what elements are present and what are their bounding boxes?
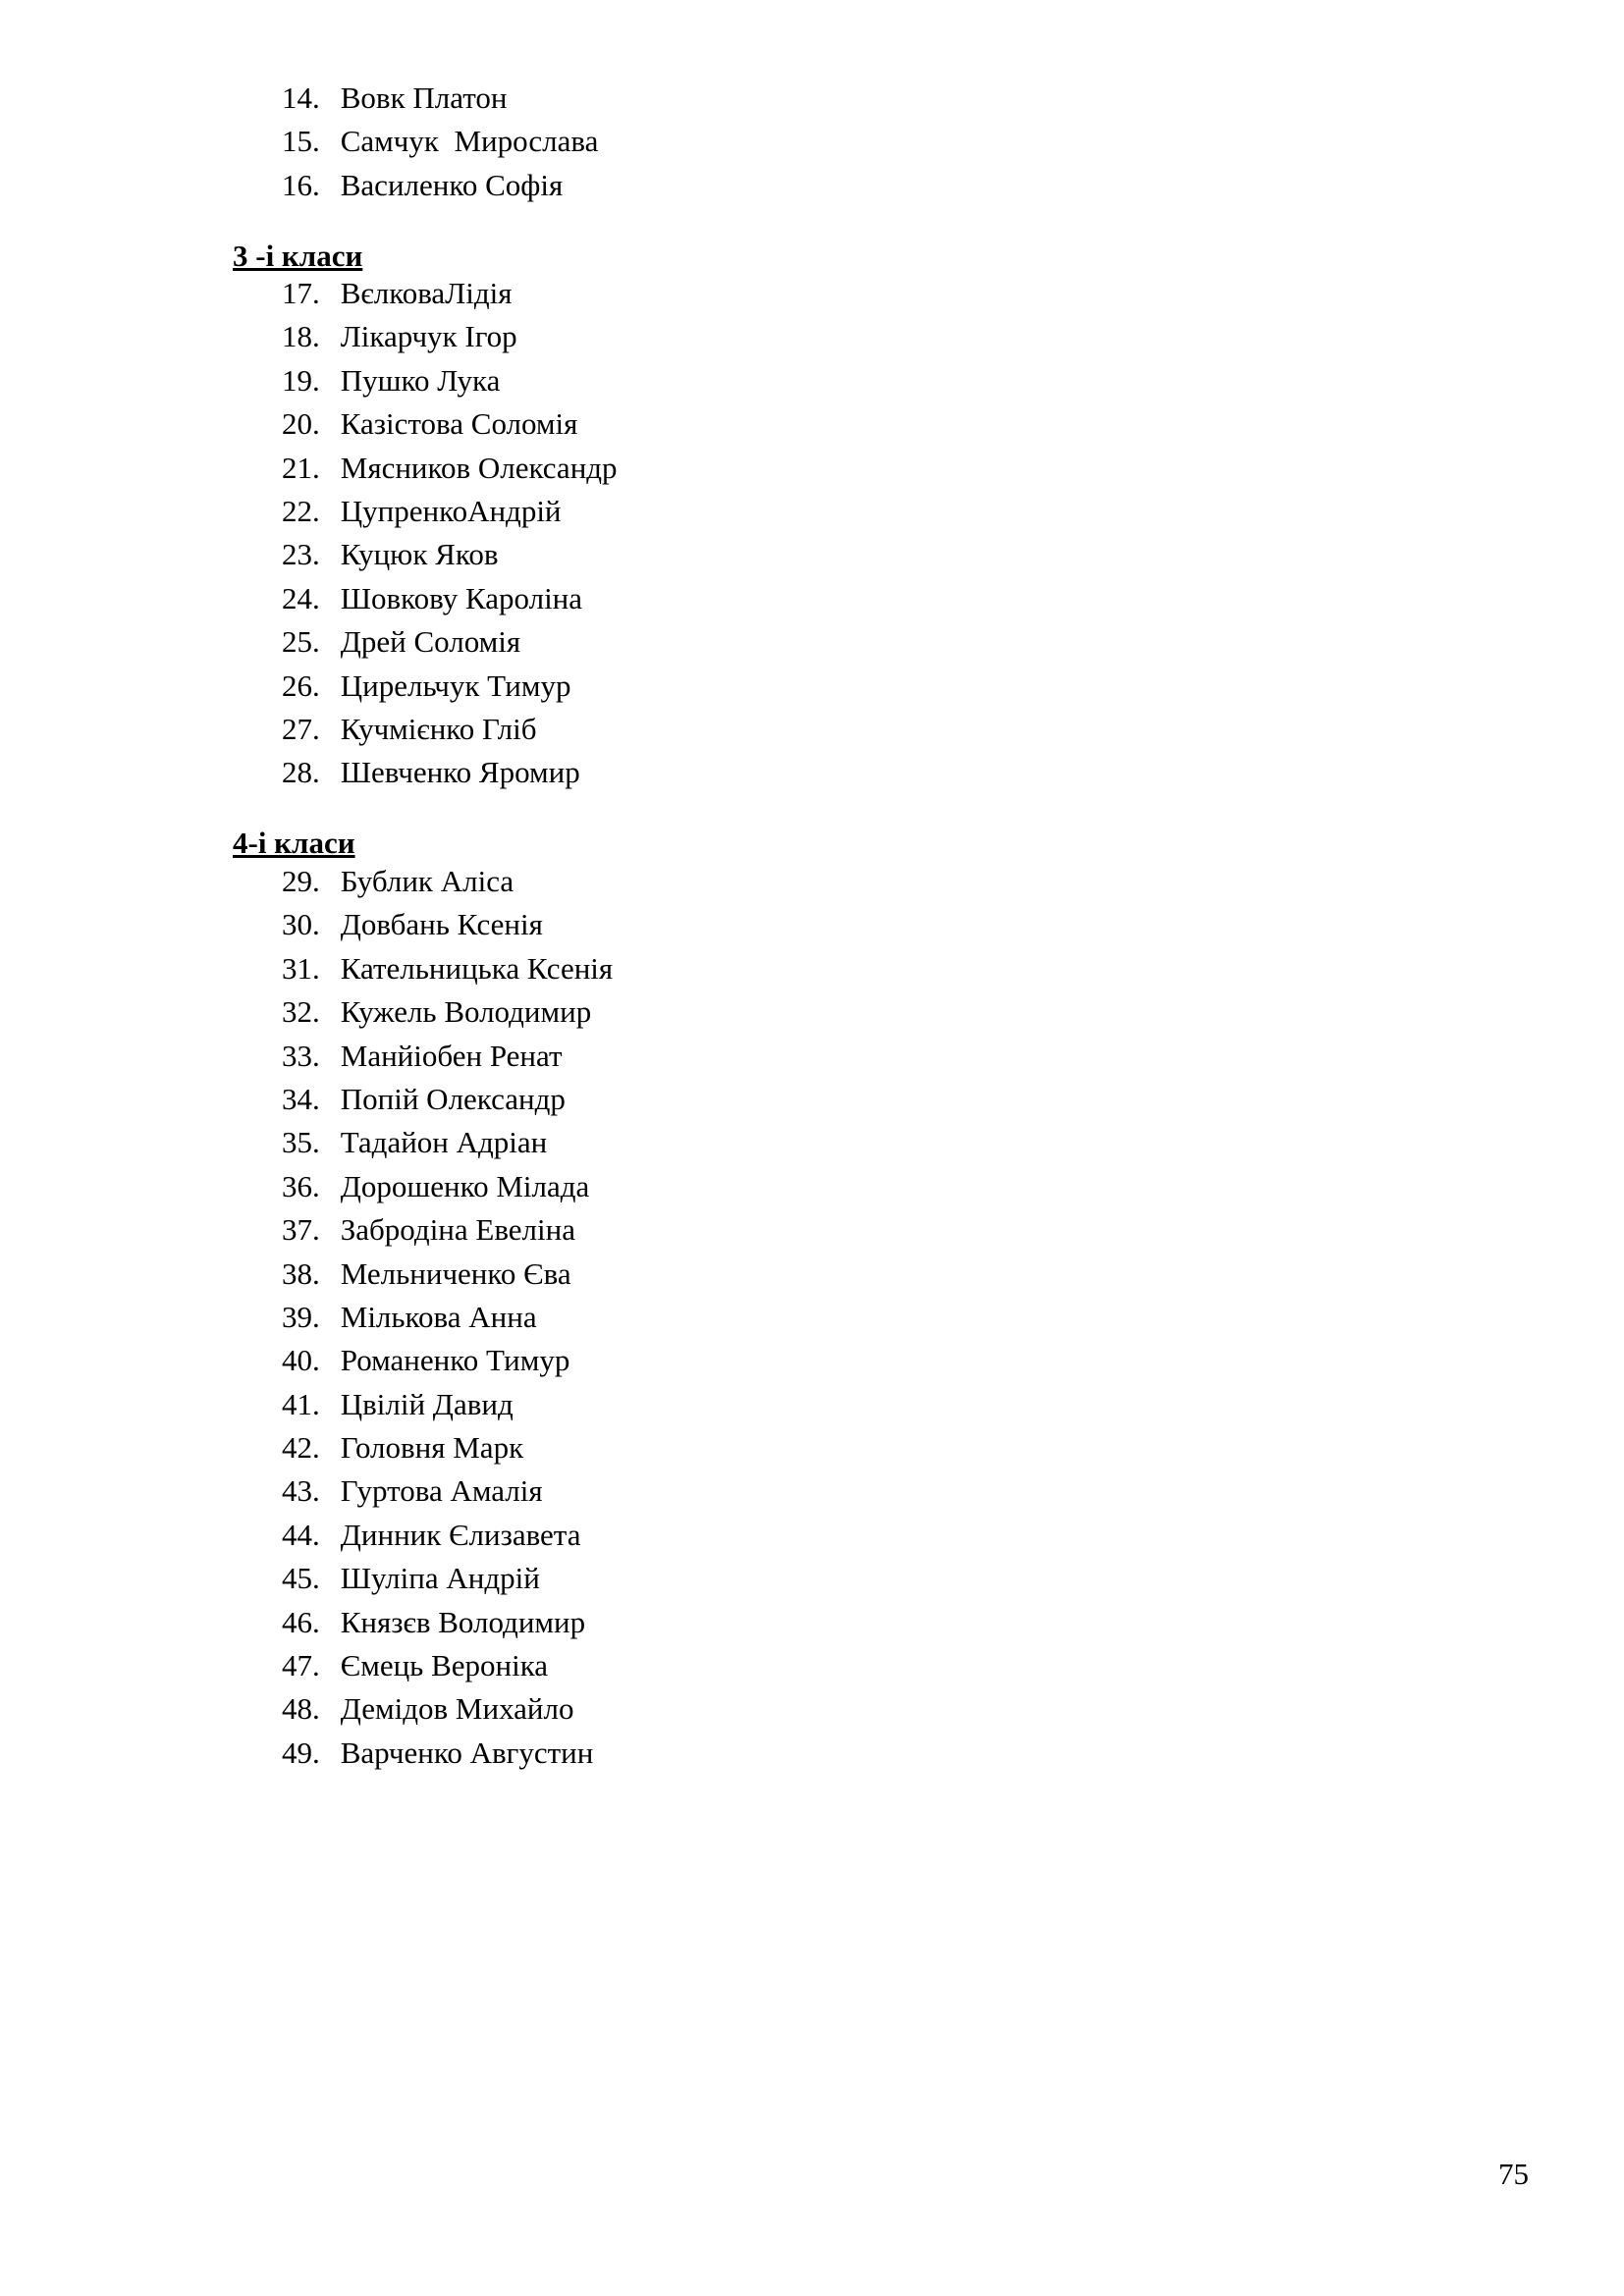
list-item bbox=[233, 665, 618, 708]
list-item bbox=[233, 1253, 613, 1296]
item-number: 33. bbox=[282, 1038, 320, 1073]
item-number: 25. bbox=[282, 624, 320, 660]
item-number: 20. bbox=[282, 406, 320, 442]
item-name: Василенко Софія bbox=[340, 167, 564, 202]
item-number: 19. bbox=[282, 362, 320, 398]
item-number: 45. bbox=[282, 1561, 320, 1596]
item-name: Кужель Володимир bbox=[340, 994, 592, 1030]
item-number: 30. bbox=[282, 907, 320, 942]
item-number: 24. bbox=[282, 580, 320, 615]
item-number: 48. bbox=[282, 1691, 320, 1727]
item-number: 34. bbox=[282, 1081, 320, 1116]
list-item bbox=[233, 1644, 613, 1687]
item-number: 40. bbox=[282, 1343, 320, 1378]
item-name: Гуртова Амалія bbox=[340, 1473, 543, 1509]
list-item bbox=[233, 490, 618, 533]
list-item bbox=[233, 1296, 613, 1339]
item-name: Довбань Ксенія bbox=[340, 907, 543, 942]
item-name: Динник Єлизавета bbox=[340, 1517, 581, 1552]
item-number: 41. bbox=[282, 1386, 320, 1421]
item-number: 47. bbox=[282, 1648, 320, 1683]
item-name: Кучмієнко Гліб bbox=[340, 711, 537, 746]
item-number: 46. bbox=[282, 1604, 320, 1639]
list-item bbox=[233, 1426, 613, 1469]
list-item bbox=[233, 1687, 613, 1731]
item-name: Цирельчук Тимур bbox=[340, 667, 571, 703]
list-item bbox=[233, 1469, 613, 1513]
student-list-grade-3 bbox=[233, 272, 618, 795]
item-number: 18. bbox=[282, 319, 320, 354]
list-item bbox=[233, 164, 598, 207]
student-list-continuation bbox=[233, 77, 598, 207]
item-number: 44. bbox=[282, 1517, 320, 1552]
item-number: 29. bbox=[282, 864, 320, 898]
page-number: 75 bbox=[1498, 2157, 1529, 2191]
list-item bbox=[233, 1078, 613, 1121]
list-item bbox=[233, 1121, 613, 1164]
list-item bbox=[233, 1557, 613, 1600]
item-name: Попій Олександр bbox=[340, 1081, 566, 1116]
item-name: Романенко Тимур bbox=[340, 1343, 570, 1378]
item-name: Манйіобен Ренат bbox=[340, 1038, 563, 1073]
list-item bbox=[233, 860, 613, 903]
list-item bbox=[233, 272, 618, 315]
list-item bbox=[233, 1208, 613, 1252]
item-name: Головня Марк bbox=[340, 1430, 524, 1466]
list-item bbox=[233, 620, 618, 664]
item-number: 36. bbox=[282, 1168, 320, 1203]
item-name: Казістова Соломія bbox=[340, 406, 578, 442]
item-number: 22. bbox=[282, 493, 320, 528]
item-number: 37. bbox=[282, 1212, 320, 1248]
student-list-grade-4 bbox=[233, 860, 613, 1775]
item-number: 21. bbox=[282, 450, 320, 485]
section-heading-grade-3: 3 -і класи bbox=[233, 239, 363, 273]
item-name: Катeльницька Ксенія bbox=[340, 950, 614, 986]
list-item bbox=[233, 1035, 613, 1078]
list-item bbox=[233, 1732, 613, 1775]
item-name: Вовк Платон bbox=[340, 80, 508, 115]
list-item bbox=[233, 447, 618, 490]
item-name: Лікарчук Ігор bbox=[340, 319, 517, 354]
item-number: 26. bbox=[282, 667, 320, 703]
item-number: 32. bbox=[282, 994, 320, 1030]
item-number: 27. bbox=[282, 711, 320, 746]
list-item bbox=[233, 947, 613, 990]
item-number: 28. bbox=[282, 755, 320, 790]
item-name: Демідов Михайло bbox=[340, 1691, 574, 1727]
list-item bbox=[233, 402, 618, 446]
item-name: Дрей Соломія bbox=[340, 624, 521, 660]
list-item bbox=[233, 1514, 613, 1557]
list-item bbox=[233, 120, 598, 163]
item-name: ВєлковаЛідія bbox=[340, 276, 513, 310]
item-number: 35. bbox=[282, 1125, 320, 1160]
item-number: 42. bbox=[282, 1430, 320, 1466]
item-name: Варченко Августин bbox=[340, 1735, 594, 1770]
item-number: 49. bbox=[282, 1735, 320, 1770]
list-item bbox=[233, 1339, 613, 1382]
item-name: Цвілій Давид bbox=[340, 1386, 514, 1421]
item-number: 15. bbox=[282, 124, 320, 159]
item-name: Шовкову Кароліна bbox=[340, 580, 583, 615]
item-name: Князєв Володимир bbox=[340, 1604, 586, 1639]
item-name: Бублик Аліса bbox=[340, 864, 514, 898]
list-item bbox=[233, 77, 598, 120]
item-number: 31. bbox=[282, 950, 320, 986]
item-number: 39. bbox=[282, 1299, 320, 1334]
item-number: 23. bbox=[282, 537, 320, 572]
list-item bbox=[233, 1601, 613, 1644]
item-name: Шевченко Яромир bbox=[340, 755, 580, 790]
item-name: Самчук Мирослава bbox=[340, 124, 599, 159]
list-item bbox=[233, 1165, 613, 1208]
item-name: Шуліпа Андрій bbox=[340, 1561, 540, 1596]
list-item bbox=[233, 1383, 613, 1426]
item-name: Пушко Лука bbox=[340, 362, 501, 398]
item-number: 38. bbox=[282, 1255, 320, 1291]
list-item bbox=[233, 577, 618, 620]
list-item bbox=[233, 903, 613, 946]
item-name: Мельниченко Єва bbox=[340, 1255, 571, 1291]
section-heading-grade-4: 4-і класи bbox=[233, 826, 355, 860]
item-number: 16. bbox=[282, 167, 320, 202]
item-number: 14. bbox=[282, 80, 320, 115]
list-item bbox=[233, 533, 618, 576]
item-name: Забродіна Евеліна bbox=[340, 1212, 575, 1248]
item-number: 43. bbox=[282, 1473, 320, 1509]
item-name: ЦупренкоАндрій bbox=[340, 493, 562, 528]
item-name: Ємець Вероніка bbox=[340, 1648, 549, 1683]
item-number: 17. bbox=[282, 276, 320, 310]
list-item bbox=[233, 751, 618, 794]
item-name: Тадайон Адріан bbox=[340, 1125, 548, 1160]
item-name: Дорошенко Мілада bbox=[340, 1168, 590, 1203]
item-name: Куцюк Яков bbox=[340, 537, 499, 572]
list-item bbox=[233, 315, 618, 358]
list-item bbox=[233, 359, 618, 402]
item-name: Мількова Анна bbox=[340, 1299, 537, 1334]
item-name: Мясников Олександр bbox=[340, 450, 618, 485]
list-item bbox=[233, 708, 618, 751]
list-item bbox=[233, 990, 613, 1034]
